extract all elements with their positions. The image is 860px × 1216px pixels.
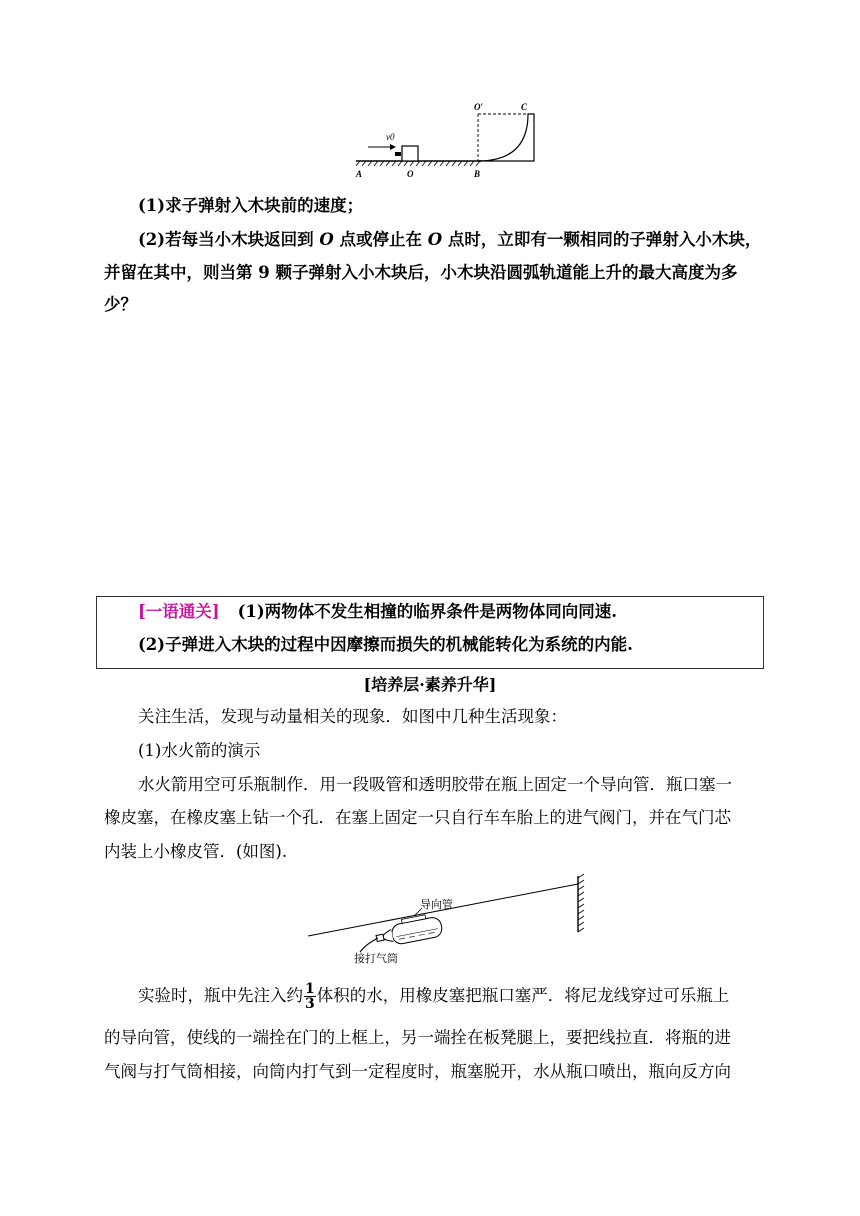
label-guide-tube: 导向管	[420, 899, 453, 911]
summary-tag: [一语通关]	[138, 602, 220, 621]
intro-paragraph: 关注生活，发现与动量相关的现象．如图中几种生活现象：	[138, 707, 567, 726]
experiment-line-3: 气阀与打气筒相接，向筒内打气到一定程度时，瓶塞脱开，水从瓶口喷出，瓶向反方向	[104, 1062, 731, 1081]
question-2-number: (2)	[138, 230, 166, 249]
summary-line-2: (2)子弹进入木块的过程中因摩擦而损失的机械能转化为系统的内能.	[138, 635, 633, 654]
water-rocket-figure	[300, 870, 600, 966]
experiment-line-2: 的导向管，使线的一端拴在门的上框上，另一端拴在板凳腿上，要把线拉直．将瓶的进	[104, 1028, 731, 1047]
question-1	[138, 196, 798, 216]
paragraph-1-line-3: 内装上小橡皮管．(如图).	[104, 842, 288, 861]
question-1-text: 求子弹射入木块前的速度；	[165, 196, 364, 215]
item-1-title: (1)水火箭的演示	[138, 741, 261, 760]
label-o: O	[407, 169, 414, 179]
label-o-prime: O′	[474, 102, 484, 112]
experiment-text-a: 实验时，瓶中先注入约	[138, 986, 303, 1005]
fraction-numerator: 1	[305, 981, 315, 997]
one-third-fraction	[304, 982, 316, 1011]
experiment-line-1	[138, 982, 798, 1010]
fraction-denominator: 3	[305, 996, 315, 1012]
label-b: B	[474, 169, 481, 179]
section-title: [培养层·素养升华]	[363, 675, 497, 694]
q2-text-a: 若每当小木块返回到	[165, 230, 320, 249]
label-pump: 接打气筒	[354, 953, 398, 965]
paragraph-1-line-1: 水火箭用空可乐瓶制作．用一段吸管和透明胶带在瓶上固定一个导向管．瓶口塞一	[138, 775, 732, 794]
track-figure	[350, 100, 540, 184]
label-c: C	[521, 102, 528, 112]
paragraph-1-line-2: 橡皮塞，在橡皮塞上钻一个孔．在塞上固定一只自行车车胎上的进气阀门，并在气门芯	[104, 808, 731, 827]
question-2-line-1	[138, 230, 798, 250]
label-a: A	[356, 169, 363, 179]
summary-line-1	[138, 602, 798, 622]
question-2-line-3: 少？	[104, 295, 137, 314]
question-1-number: (1)	[138, 196, 166, 215]
q2-text-b: 点或停止在	[333, 230, 428, 249]
point-o-1: O	[319, 230, 334, 249]
summary-point-1: (1)两物体不发生相撞的临界条件是两物体同向同速.	[237, 602, 617, 621]
label-v0: v0	[386, 132, 395, 142]
question-2-line-2: 并留在其中，则当第 9 颗子弹射入小木块后，小木块沿圆弧轨道能上升的最大高度为多	[104, 263, 738, 282]
experiment-text-b: 体积的水，用橡皮塞把瓶口塞严．将尼龙线穿过可乐瓶上	[316, 986, 730, 1005]
q2-text-c: 点时，立即有一颗相同的子弹射入小木块，	[442, 230, 762, 249]
point-o-2: O	[427, 230, 443, 249]
